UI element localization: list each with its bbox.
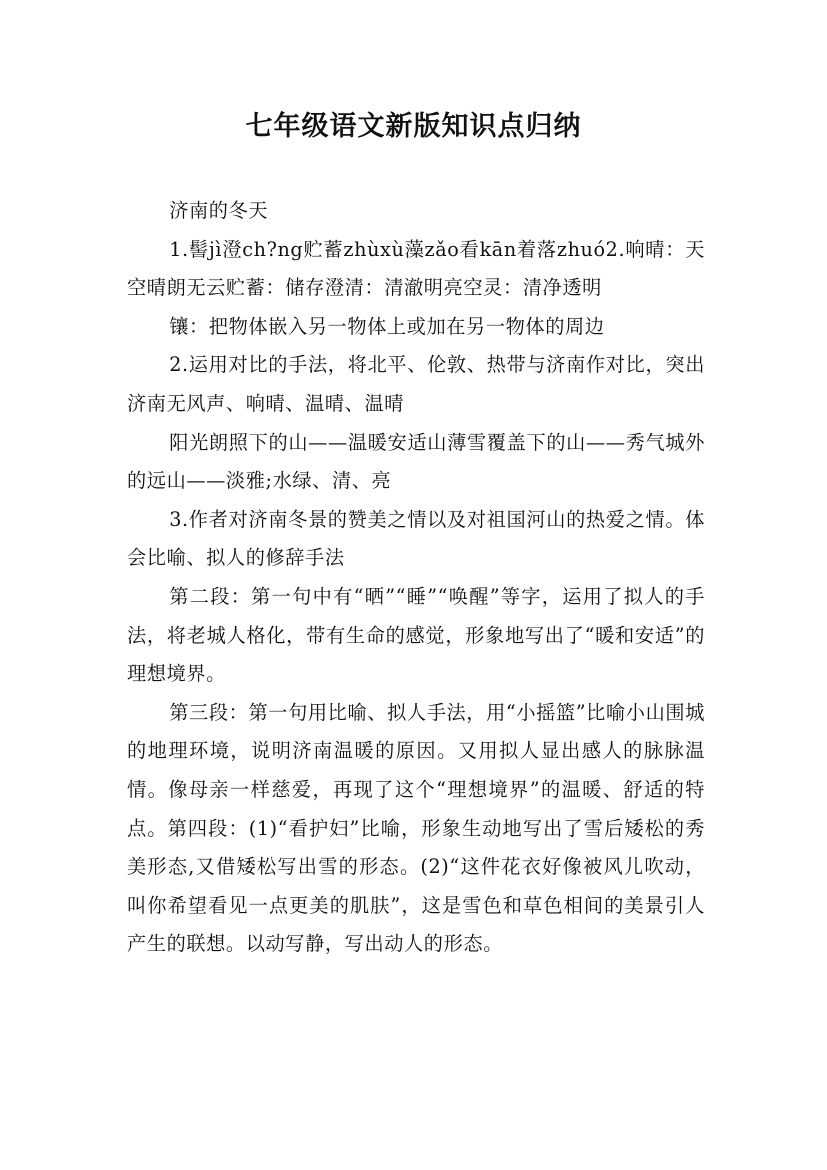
document-body xyxy=(127,192,705,964)
paragraph-mountains: 阳光朗照下的山——温暖安适山薄雪覆盖下的山——秀气城外的远山——淡雅;水绿、清、亮 xyxy=(127,430,705,493)
section-heading: 济南的冬天 xyxy=(169,199,269,222)
paragraph-section-two: 第二段：第一句中有“晒”“睡”“唤醒”等字，运用了拟人的手法，将老城人格化，带有生命的感觉，形象地写出了“暖和安适”的理想境界。 xyxy=(127,584,705,686)
paragraph-contrast: 2.运用对比的手法，将北平、伦敦、热带与济南作对比，突出济南无风声、响晴、温晴、温晴 xyxy=(127,353,705,415)
document-title: 七年级语文新版知识点归纳 xyxy=(245,111,582,141)
paragraph-vocabulary: 1.髻jì澄ch?ng贮蓄zhùxù藻zǎo看kān着落zhuó2.响晴：天空晴朗无云贮蓄：储存澄清：清澈明亮空灵：清净透明 xyxy=(127,237,705,300)
paragraph-definition: 镶：把物体嵌入另一物体上或加在另一物体的周边 xyxy=(169,314,605,338)
paragraph-section-three: 第三段：第一句用比喻、拟人手法，用“小摇篮”比喻小山围城的地理环境，说明济南温暖的原因。又用拟人显出感人的脉脉温情。像母亲一样慈爱，再现了这个“理想境界”的温暖、舒适的特点。第四段：(1)“看护妇”比喻，形象生动地写出了雪后矮松的秀美形态,又借矮松写出雪的形态。(2)“这件花衣好像被风儿吹动，叫你希望看见一点更美的肌肤”，这是雪色和草色相间的美景引人产生的联想。以动写静，写出动人的形态。 xyxy=(127,700,705,956)
paragraph-feelings: 3.作者对济南冬景的赞美之情以及对祖国河山的热爱之情。体会比喻、拟人的修辞手法 xyxy=(127,507,705,570)
